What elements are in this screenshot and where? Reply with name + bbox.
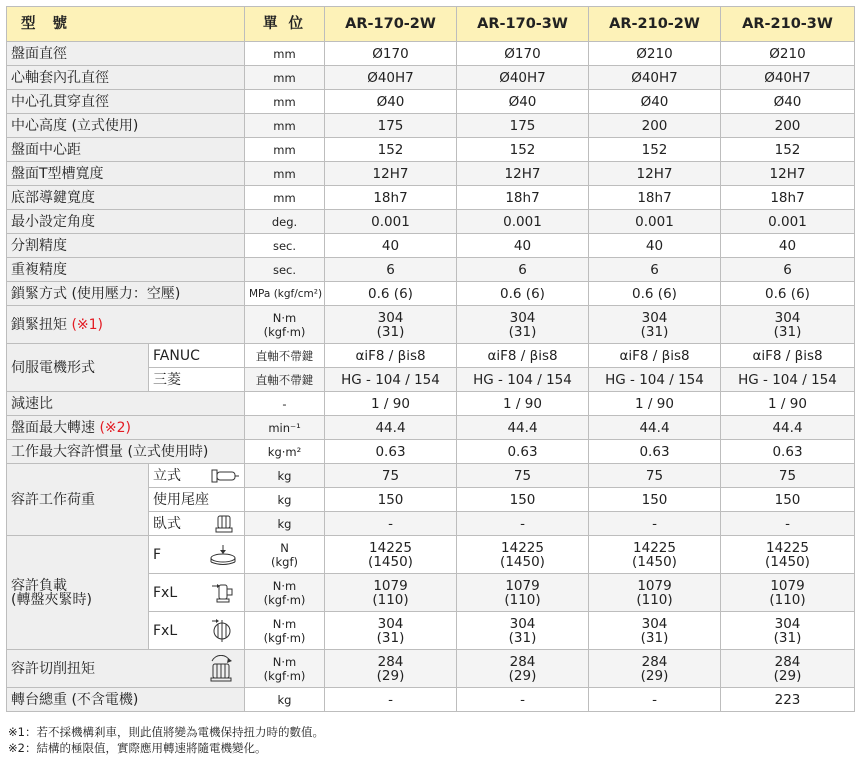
row-label-text: 容許切削扭矩 [11,660,95,677]
value-cell: 152 [721,138,855,162]
unit-cell: kg·m² [245,440,325,464]
value-cell: Ø40 [457,90,589,114]
unit-cell [245,536,325,574]
row-label: 減速比 [7,392,245,416]
row-label: 伺服電機形式 [7,344,149,392]
value-cell: 18h7 [589,186,721,210]
value-cell: Ø210 [721,42,855,66]
value-cell [457,536,589,574]
unit-cell: mm [245,162,325,186]
value-cell: HG - 104 / 154 [457,368,589,392]
row-label-text: 盤面最大轉速 [11,419,95,436]
value-secondary: (31) [773,629,802,646]
table-row [7,162,855,186]
table-row [7,138,855,162]
value-cell: 40 [721,234,855,258]
value-cell: 44.4 [589,416,721,440]
table-row [7,536,855,574]
unit-cell: MPa (kgf/cm²) [245,282,325,306]
value-secondary: (31) [376,323,405,340]
value-cell [589,650,721,688]
model-header: 型 號 [7,7,245,42]
value-cell: 0.63 [589,440,721,464]
value-cell: HG - 104 / 154 [589,368,721,392]
value-cell: - [325,512,457,536]
value-cell [457,650,589,688]
axial-load-icon [208,544,238,566]
table-row [7,650,855,688]
sub-label [149,574,245,612]
table-row [7,464,855,488]
unit-cell [245,612,325,650]
value-primary: 304 [774,309,801,326]
value-secondary: (31) [773,323,802,340]
value-cell: 1 / 90 [721,392,855,416]
row-label: 工作最大容許慣量 (立式使用時) [7,440,245,464]
value-cell: 12H7 [457,162,589,186]
value-cell: Ø210 [589,42,721,66]
value-cell: - [589,688,721,712]
value-cell [457,306,589,344]
value-primary: 284 [377,653,404,670]
value-cell: 0.6 (6) [457,282,589,306]
unit-cell: mm [245,66,325,90]
value-cell: Ø170 [325,42,457,66]
value-cell [589,574,721,612]
unit-cell: kg [245,488,325,512]
value-secondary: (31) [508,323,537,340]
model-name: AR-210-3W [721,7,855,42]
value-cell [721,612,855,650]
model-name: AR-170-2W [325,7,457,42]
value-primary: 284 [774,653,801,670]
value-cell [325,612,457,650]
sub-label-text: FxL [153,584,178,601]
value-cell: 75 [589,464,721,488]
unit-cell: sec. [245,234,325,258]
sub-label [149,536,245,574]
row-label: 容許工作荷重 [7,464,149,536]
value-cell: - [457,688,589,712]
row-label-text: 鎖緊扭矩 [11,316,67,333]
value-cell: 6 [721,258,855,282]
value-cell: 1 / 90 [325,392,457,416]
value-cell: 12H7 [325,162,457,186]
footnote-ref: (※2) [99,419,132,436]
value-cell: 0.6 (6) [589,282,721,306]
row-label-line1: 容許負載 [11,577,67,594]
value-cell [721,650,855,688]
value-cell: 44.4 [457,416,589,440]
value-secondary: (29) [508,667,537,684]
unit-cell: - [245,392,325,416]
table-row [7,416,855,440]
value-cell: HG - 104 / 154 [325,368,457,392]
table-row [7,66,855,90]
unit-cell: kg [245,688,325,712]
value-cell: Ø170 [457,42,589,66]
value-secondary: (110) [504,591,541,608]
value-cell: 40 [457,234,589,258]
value-secondary: (29) [773,667,802,684]
model-name: AR-210-2W [589,7,721,42]
value-cell: 0.001 [325,210,457,234]
unit-cell: sec. [245,258,325,282]
value-primary: 304 [377,615,404,632]
footnote-ref: (※1) [71,316,104,333]
unit-primary: N·m [272,310,297,325]
unit-cell: kg [245,512,325,536]
unit-cell: mm [245,90,325,114]
value-primary: 304 [641,615,668,632]
value-cell: 150 [325,488,457,512]
row-label: 分割精度 [7,234,245,258]
row-label [7,306,245,344]
value-secondary: (1450) [500,553,545,570]
table-row [7,210,855,234]
value-cell: 0.001 [589,210,721,234]
value-cell: 6 [589,258,721,282]
row-label: 盤面直徑 [7,42,245,66]
model-name: AR-170-3W [457,7,589,42]
table-row [7,186,855,210]
value-cell [589,306,721,344]
vertical-mount-icon [210,467,240,485]
unit-cell: deg. [245,210,325,234]
value-cell: 0.6 (6) [721,282,855,306]
unit-cell: 直軸不帶鍵 [245,368,325,392]
value-cell: 6 [325,258,457,282]
value-cell: 150 [457,488,589,512]
value-secondary: (110) [636,591,673,608]
value-cell: 152 [325,138,457,162]
value-cell: Ø40H7 [589,66,721,90]
table-row [7,440,855,464]
unit-primary: N·m [272,654,297,669]
value-primary: 304 [377,309,404,326]
value-cell: 12H7 [589,162,721,186]
value-cell: 12H7 [721,162,855,186]
value-cell [457,574,589,612]
value-cell [589,536,721,574]
sub-label-text: 立式 [153,467,181,484]
row-label: 心軸套內孔直徑 [7,66,245,90]
unit-cell: kg [245,464,325,488]
value-cell: αiF8 / βis8 [457,344,589,368]
value-cell: - [457,512,589,536]
value-cell: 6 [457,258,589,282]
value-cell: 152 [457,138,589,162]
sub-label-text: 臥式 [153,515,181,532]
unit-header: 單 位 [245,7,325,42]
value-cell: αiF8 / βis8 [589,344,721,368]
unit-cell [245,306,325,344]
value-cell: 44.4 [325,416,457,440]
row-label [7,536,149,650]
value-secondary: (1450) [765,553,810,570]
value-cell: 0.63 [325,440,457,464]
value-cell: - [325,688,457,712]
value-cell: 18h7 [325,186,457,210]
unit-cell [245,574,325,612]
value-primary: 14225 [766,539,809,556]
value-cell: 75 [325,464,457,488]
sub-label [149,612,245,650]
value-cell: HG - 104 / 154 [721,368,855,392]
moment-load-front-icon [210,619,234,643]
value-cell: 0.63 [457,440,589,464]
table-row [7,344,855,368]
value-primary: 14225 [633,539,676,556]
row-label: 中心孔貫穿直徑 [7,90,245,114]
value-cell: 1 / 90 [457,392,589,416]
value-cell: 1 / 90 [589,392,721,416]
value-cell: 200 [721,114,855,138]
value-cell: - [721,512,855,536]
value-cell: 0.63 [721,440,855,464]
value-cell: 175 [325,114,457,138]
value-cell: Ø40H7 [325,66,457,90]
row-label: 盤面中心距 [7,138,245,162]
value-cell: 18h7 [457,186,589,210]
table-row [7,114,855,138]
unit-cell: mm [245,138,325,162]
unit-cell: mm [245,42,325,66]
row-label: 盤面T型槽寬度 [7,162,245,186]
horizontal-mount-icon [214,514,234,534]
value-cell: 75 [457,464,589,488]
unit-cell: 直軸不帶鍵 [245,344,325,368]
value-primary: 304 [509,615,536,632]
value-cell: 0.001 [457,210,589,234]
row-label [7,416,245,440]
value-cell [325,536,457,574]
sub-label: 使用尾座 [149,488,245,512]
value-cell: Ø40 [589,90,721,114]
spec-table [6,6,855,712]
row-label-line2: (轉盤夾緊時) [11,591,92,608]
sub-label [149,464,245,488]
footnote: ※2：結構的極限值，實際應用轉速將隨電機變化。 [8,741,267,755]
value-cell: Ø40 [325,90,457,114]
row-label: 最小設定角度 [7,210,245,234]
value-primary: 1079 [505,577,540,594]
value-cell [589,612,721,650]
sub-label-text: FxL [153,622,178,639]
unit-primary: N·m [272,616,297,631]
value-cell [325,306,457,344]
value-cell: 40 [325,234,457,258]
sub-label-text: F [153,546,162,563]
unit-secondary: (kgf·m) [263,668,306,683]
value-secondary: (29) [640,667,669,684]
sub-label [149,512,245,536]
value-primary: 1079 [770,577,805,594]
value-cell: 152 [589,138,721,162]
value-cell: Ø40H7 [457,66,589,90]
row-label: 轉台總重 (不含電機) [7,688,245,712]
value-primary: 284 [509,653,536,670]
value-cell: 40 [589,234,721,258]
table-row [7,90,855,114]
value-secondary: (29) [376,667,405,684]
value-primary: 284 [641,653,668,670]
row-label: 底部導鍵寬度 [7,186,245,210]
row-label [7,650,245,688]
moment-load-side-icon [210,582,234,604]
value-cell: αiF8 / βis8 [721,344,855,368]
sub-label: 三菱 [149,368,245,392]
table-row [7,282,855,306]
value-secondary: (31) [376,629,405,646]
value-cell: Ø40 [721,90,855,114]
value-primary: 1079 [637,577,672,594]
value-primary: 304 [509,309,536,326]
cutting-torque-icon [208,655,234,683]
footnotes [8,724,324,756]
value-primary: 14225 [501,539,544,556]
value-cell: 75 [721,464,855,488]
value-cell [721,536,855,574]
value-secondary: (110) [769,591,806,608]
value-cell: - [589,512,721,536]
value-secondary: (31) [640,629,669,646]
value-cell: 44.4 [721,416,855,440]
value-cell [457,612,589,650]
footnote: ※1：若不採機構剎車，則此值將變為電機保持扭力時的數值。 [8,725,324,739]
row-label: 鎖緊方式 (使用壓力：空壓) [7,282,245,306]
unit-secondary: (kgf·m) [263,630,306,645]
unit-cell: mm [245,114,325,138]
row-label: 重複精度 [7,258,245,282]
value-primary: 1079 [373,577,408,594]
table-row [7,234,855,258]
unit-secondary: (kgf·m) [263,592,306,607]
table-row [7,42,855,66]
value-secondary: (1450) [368,553,413,570]
value-cell: 200 [589,114,721,138]
value-cell: 0.001 [721,210,855,234]
value-cell [325,574,457,612]
value-cell: 223 [721,688,855,712]
value-primary: 304 [641,309,668,326]
table-row [7,306,855,344]
row-label: 中心高度 (立式使用) [7,114,245,138]
header-row [7,7,855,42]
value-cell: 175 [457,114,589,138]
unit-primary: N [280,540,289,555]
value-cell: 18h7 [721,186,855,210]
value-cell [325,650,457,688]
value-secondary: (110) [372,591,409,608]
unit-primary: N·m [272,578,297,593]
value-cell: 150 [721,488,855,512]
table-row [7,688,855,712]
value-cell: 0.6 (6) [325,282,457,306]
unit-secondary: (kgf·m) [263,324,306,339]
value-cell: 150 [589,488,721,512]
value-cell: Ø40H7 [721,66,855,90]
value-primary: 304 [774,615,801,632]
table-row [7,258,855,282]
sub-label: FANUC [149,344,245,368]
value-cell [721,306,855,344]
value-secondary: (31) [640,323,669,340]
table-row [7,392,855,416]
unit-secondary: (kgf) [271,554,298,569]
value-secondary: (31) [508,629,537,646]
value-cell: αiF8 / βis8 [325,344,457,368]
value-secondary: (1450) [632,553,677,570]
unit-cell: min⁻¹ [245,416,325,440]
value-primary: 14225 [369,539,412,556]
unit-cell: mm [245,186,325,210]
unit-cell [245,650,325,688]
value-cell [721,574,855,612]
